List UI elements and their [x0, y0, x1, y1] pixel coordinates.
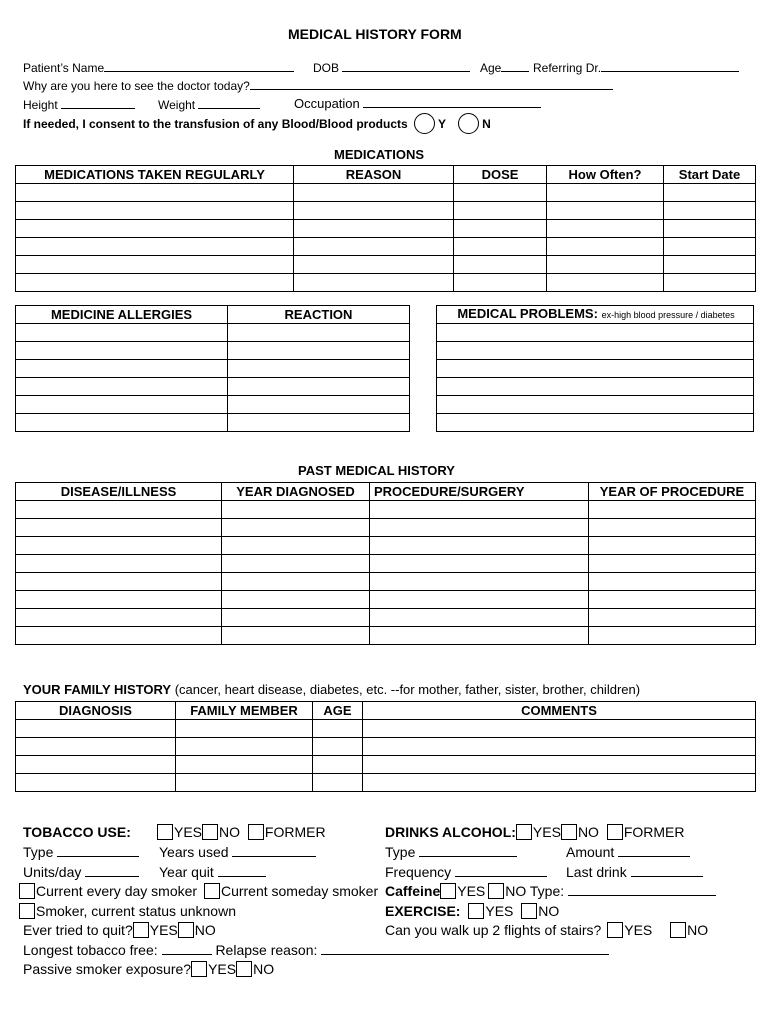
passive-yes-label: YES: [208, 961, 237, 977]
tried-quit-yes-checkbox[interactable]: [133, 922, 149, 938]
medications-table: [15, 165, 756, 292]
alcohol-former-label: FORMER: [623, 824, 685, 840]
caffeine-type-label: Type:: [529, 883, 565, 899]
smoker-unknown-checkbox[interactable]: [19, 903, 35, 919]
tobacco-former-label: FORMER: [264, 824, 326, 840]
patient-name-field[interactable]: [104, 60, 294, 72]
year-quit-field[interactable]: [218, 865, 266, 877]
longest-free-field[interactable]: [162, 943, 212, 955]
alcohol-amount-label: Amount: [566, 844, 615, 860]
consent-no-label: N: [482, 117, 491, 131]
height-label: Height: [23, 98, 58, 112]
alcohol-type-field[interactable]: [419, 845, 517, 857]
table-row[interactable]: [437, 324, 754, 342]
family-history-table: [15, 701, 756, 792]
table-row[interactable]: [16, 555, 756, 573]
weight-field[interactable]: [198, 97, 260, 109]
table-row[interactable]: [437, 414, 754, 432]
table-row[interactable]: [16, 720, 756, 738]
exercise-no-label: NO: [538, 903, 560, 919]
occupation-field[interactable]: [363, 96, 541, 108]
exercise-yes-label: YES: [485, 903, 514, 919]
tobacco-type-field[interactable]: [57, 845, 139, 857]
col-dose: DOSE: [454, 166, 547, 184]
someday-smoker-label: Current someday smoker: [220, 883, 379, 899]
alcohol-no-label: NO: [577, 824, 599, 840]
relapse-label: Relapse reason:: [215, 942, 318, 958]
table-row[interactable]: [16, 184, 756, 202]
alcohol-frequency-label: Frequency: [385, 864, 452, 880]
patient-name-label: Patient’s Name: [23, 61, 105, 75]
col-how-often: How Often?: [547, 166, 664, 184]
alcohol-heading: DRINKS ALCOHOL:: [385, 824, 516, 840]
caffeine-no-label: NO: [505, 883, 527, 899]
col-year-diagnosed: YEAR DIAGNOSED: [222, 483, 370, 501]
caffeine-no-checkbox[interactable]: [488, 883, 504, 899]
table-row[interactable]: [16, 501, 756, 519]
reason-visit-label: Why are you here to see the doctor today?: [23, 79, 250, 93]
medications-heading: MEDICATIONS: [334, 147, 425, 162]
caffeine-yes-checkbox[interactable]: [440, 883, 456, 899]
table-row[interactable]: [16, 202, 756, 220]
referring-field[interactable]: [601, 60, 739, 72]
dob-field[interactable]: [342, 60, 470, 72]
longest-free-label: Longest tobacco free:: [23, 942, 158, 958]
exercise-no-checkbox[interactable]: [521, 903, 537, 919]
passive-no-label: NO: [253, 961, 275, 977]
table-row[interactable]: [16, 378, 410, 396]
tried-quit-no-label: NO: [194, 922, 216, 938]
stairs-label: Can you walk up 2 flights of stairs?: [385, 922, 602, 938]
everyday-smoker-label: Current every day smoker: [36, 883, 198, 899]
table-row[interactable]: [16, 519, 756, 537]
alcohol-amount-field[interactable]: [618, 845, 690, 857]
past-history-table: [15, 482, 756, 645]
everyday-smoker-checkbox[interactable]: [19, 883, 35, 899]
alcohol-yes-checkbox[interactable]: [516, 824, 532, 840]
tobacco-no-checkbox[interactable]: [202, 824, 218, 840]
stairs-yes-label: YES: [624, 922, 653, 938]
stairs-yes-checkbox[interactable]: [607, 922, 623, 938]
tried-quit-label: Ever tried to quit?: [23, 922, 133, 938]
weight-label: Weight: [158, 98, 196, 112]
alcohol-no-checkbox[interactable]: [561, 824, 577, 840]
table-row[interactable]: [16, 220, 756, 238]
col-disease: DISEASE/ILLNESS: [16, 483, 222, 501]
alcohol-former-checkbox[interactable]: [607, 824, 623, 840]
alcohol-frequency-field[interactable]: [455, 865, 547, 877]
col-reason: REASON: [294, 166, 454, 184]
occupation-label: Occupation: [294, 96, 360, 111]
table-row[interactable]: [16, 537, 756, 555]
years-used-label: Years used: [159, 844, 229, 860]
reason-visit-field[interactable]: [250, 78, 613, 90]
family-history-note: (cancer, heart disease, diabetes, etc. --for mother, father, sister, brother, children): [174, 682, 641, 697]
consent-yes-label: Y: [438, 117, 446, 131]
exercise-yes-checkbox[interactable]: [468, 903, 484, 919]
stairs-no-label: NO: [687, 922, 709, 938]
page-title: MEDICAL HISTORY FORM: [288, 26, 462, 42]
table-row[interactable]: [16, 573, 756, 591]
past-history-heading: PAST MEDICAL HISTORY: [298, 463, 455, 478]
table-row[interactable]: [16, 342, 410, 360]
consent-text: If needed, I consent to the transfusion of any Blood/Blood products: [23, 117, 408, 131]
table-row[interactable]: [437, 396, 754, 414]
col-start-date: Start Date: [664, 166, 756, 184]
units-day-label: Units/day: [23, 864, 82, 880]
tobacco-no-label: NO: [219, 824, 241, 840]
tobacco-yes-checkbox[interactable]: [157, 824, 173, 840]
stairs-no-checkbox[interactable]: [670, 922, 686, 938]
col-age: AGE: [313, 702, 363, 720]
col-allergies: MEDICINE ALLERGIES: [16, 306, 228, 324]
last-drink-label: Last drink: [566, 864, 627, 880]
allergies-table: [15, 305, 410, 432]
alcohol-yes-label: YES: [532, 824, 561, 840]
tobacco-heading: TOBACCO USE:: [23, 824, 131, 840]
col-diagnosis: DIAGNOSIS: [16, 702, 176, 720]
col-comments: COMMENTS: [363, 702, 756, 720]
table-row[interactable]: [16, 591, 756, 609]
table-row[interactable]: [16, 256, 756, 274]
table-row[interactable]: [16, 324, 410, 342]
caffeine-yes-label: YES: [457, 883, 486, 899]
table-row[interactable]: [16, 396, 410, 414]
table-row[interactable]: [437, 360, 754, 378]
caffeine-label: Caffeine: [385, 883, 441, 899]
someday-smoker-checkbox[interactable]: [204, 883, 220, 899]
years-used-field[interactable]: [232, 845, 316, 857]
col-year-procedure: YEAR OF PROCEDURE: [589, 483, 756, 501]
consent-yes-circle[interactable]: [414, 113, 435, 134]
table-row[interactable]: [437, 378, 754, 396]
year-quit-label: Year quit: [159, 864, 214, 880]
smoker-unknown-label: Smoker, current status unknown: [36, 903, 236, 919]
col-medications: MEDICATIONS TAKEN REGULARLY: [16, 166, 294, 184]
alcohol-type-label: Type: [385, 844, 416, 860]
family-history-heading: YOUR FAMILY HISTORY: [23, 682, 172, 697]
col-procedure: PROCEDURE/SURGERY: [370, 483, 589, 501]
medical-problems-table: [436, 305, 754, 432]
dob-label: DOB: [313, 61, 340, 75]
tobacco-yes-label: YES: [174, 824, 203, 840]
relapse-field[interactable]: [321, 943, 609, 955]
table-row[interactable]: [16, 360, 410, 378]
table-row[interactable]: [16, 274, 756, 292]
units-day-field[interactable]: [85, 865, 139, 877]
tried-quit-no-checkbox[interactable]: [178, 922, 194, 938]
tobacco-former-checkbox[interactable]: [248, 824, 264, 840]
referring-label: Referring Dr.: [533, 61, 602, 75]
col-family-member: FAMILY MEMBER: [176, 702, 313, 720]
passive-exposure-label: Passive smoker exposure?: [23, 961, 192, 977]
consent-no-circle[interactable]: [458, 113, 479, 134]
table-row[interactable]: [16, 238, 756, 256]
caffeine-type-field[interactable]: [568, 884, 716, 896]
tobacco-type-label: Type: [23, 844, 54, 860]
height-field[interactable]: [61, 97, 135, 109]
passive-no-checkbox[interactable]: [236, 961, 252, 977]
last-drink-field[interactable]: [631, 865, 703, 877]
tried-quit-yes-label: YES: [149, 922, 178, 938]
age-label: Age: [480, 61, 502, 75]
table-row[interactable]: [16, 738, 756, 756]
passive-yes-checkbox[interactable]: [191, 961, 207, 977]
age-field[interactable]: [501, 60, 529, 72]
table-row[interactable]: [16, 774, 756, 792]
table-row[interactable]: [437, 342, 754, 360]
table-row[interactable]: [16, 609, 756, 627]
medical-problems-heading: MEDICAL PROBLEMS:: [457, 306, 598, 321]
medical-problems-example: ex-high blood pressure / diabetes: [601, 310, 735, 320]
table-row[interactable]: [16, 627, 756, 645]
table-row[interactable]: [16, 414, 410, 432]
table-row[interactable]: [16, 756, 756, 774]
col-reaction: REACTION: [228, 306, 410, 324]
exercise-label: EXERCISE:: [385, 903, 461, 919]
